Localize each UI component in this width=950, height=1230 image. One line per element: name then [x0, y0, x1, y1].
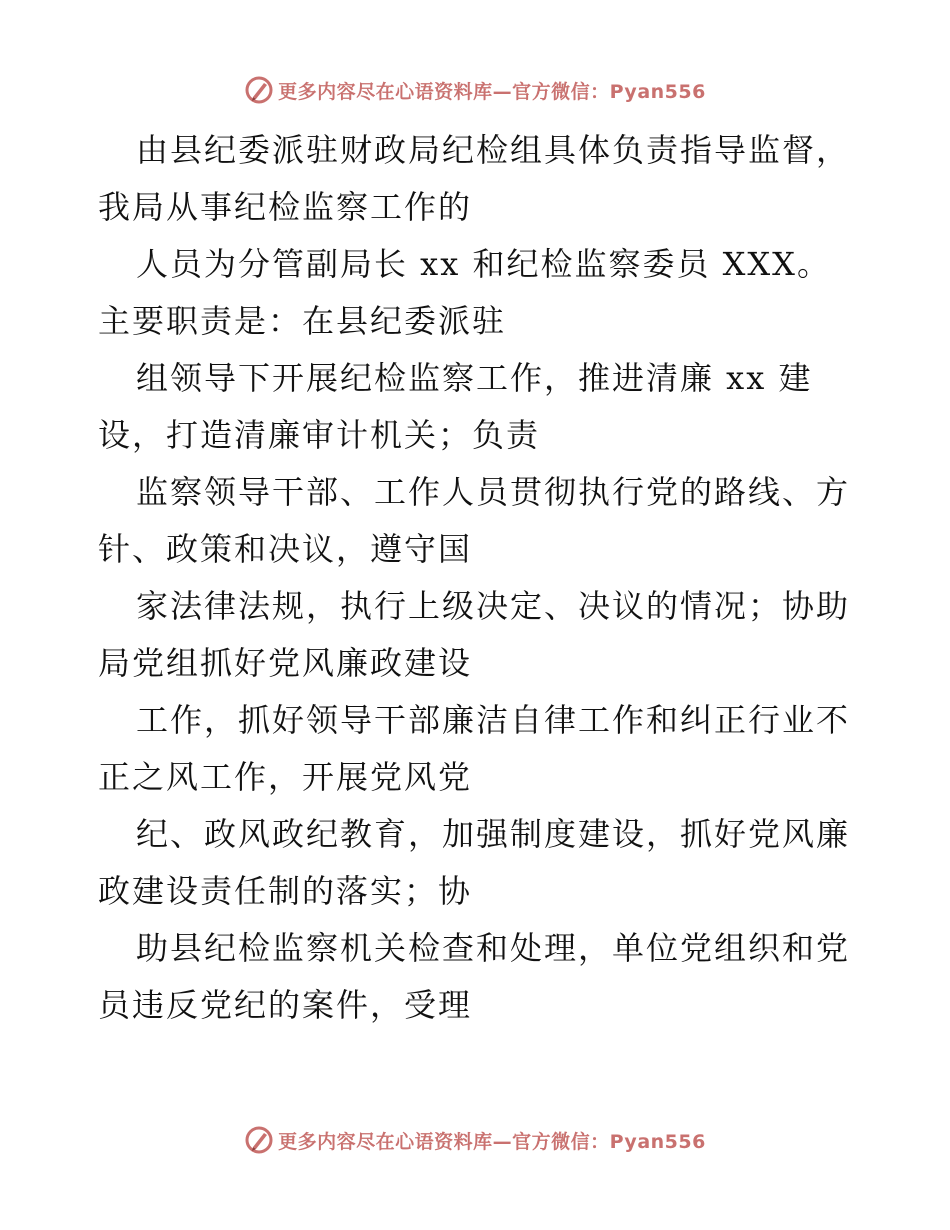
paragraph: 人员为分管副局长 xx 和纪检监察委员 XXX。主要职责是：在县纪委派驻: [98, 245, 831, 340]
pen-logo-icon: [244, 75, 274, 105]
document-body: [98, 122, 858, 1034]
paragraph: 由县纪委派驻财政局纪检组具体负责指导监督，我局从事纪检监察工作的: [98, 131, 851, 226]
paragraph: 组领导下开展纪检监察工作，推进清廉 xx 建设，打造清廉审计机关；负责: [98, 359, 813, 454]
paragraph: 工作，抓好领导干部廉洁自律工作和纠正行业不正之风工作，开展党风党: [98, 701, 851, 796]
paragraph: 家法律法规，执行上级决定、决议的情况；协助局党组抓好党风廉政建设: [98, 587, 851, 682]
header-watermark-text: 更多内容尽在心语资料库—官方微信：Pyan556: [278, 80, 706, 103]
footer-watermark-text: 更多内容尽在心语资料库—官方微信：Pyan556: [278, 1130, 706, 1153]
pen-logo-icon: [244, 1125, 274, 1155]
header-watermark: [0, 70, 950, 110]
paragraph: 纪、政风政纪教育，加强制度建设，抓好党风廉政建设责任制的落实；协: [98, 815, 851, 910]
paragraph: 助县纪检监察机关检查和处理，单位党组织和党员违反党纪的案件，受理: [98, 929, 851, 1024]
paragraph: 监察领导干部、工作人员贯彻执行党的路线、方针、政策和决议，遵守国: [98, 473, 851, 568]
footer-watermark: [0, 1120, 950, 1160]
